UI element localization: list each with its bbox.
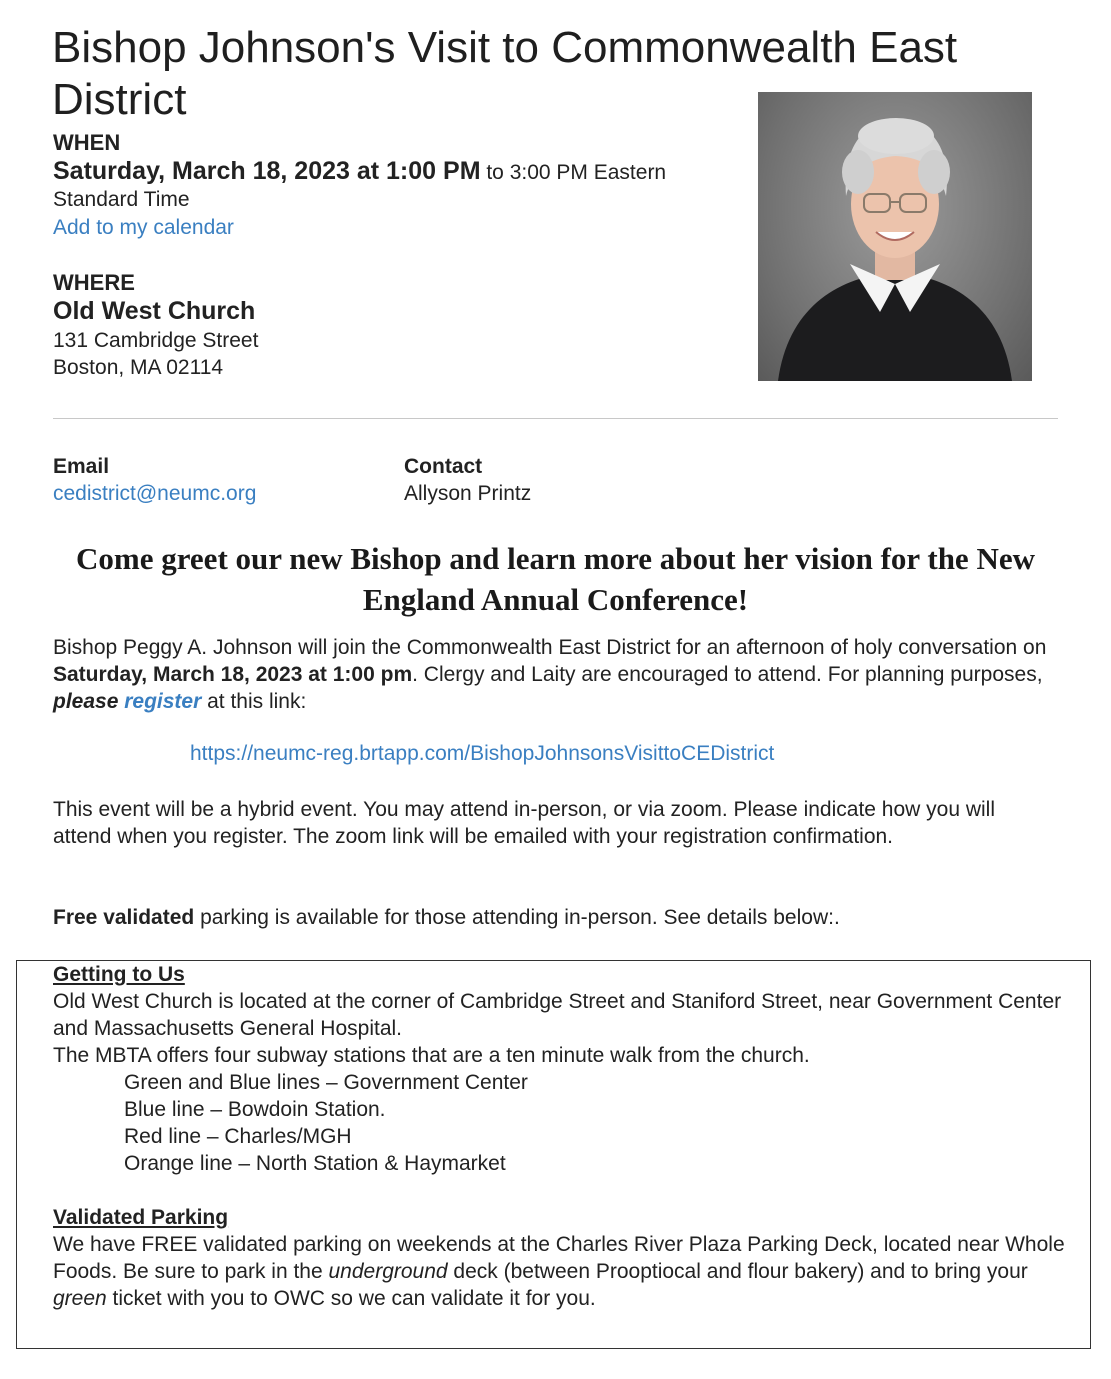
station-item: Blue line – Bowdoin Station. [124,1098,386,1121]
station-item: Red line – Charles/MGH [124,1125,352,1148]
contact-name: Allyson Printz [404,482,532,505]
intro-text-3: at this link: [201,690,307,713]
address-line2: Boston, MA 02114 [53,356,224,379]
mbta-description: The MBTA offers four subway stations that are a ten minute walk from the church. [53,1044,810,1067]
directions-content [53,961,1073,1312]
parking-text-3: ticket with you to OWC so we can validate it for you. [106,1287,596,1310]
address-line1: 131 Cambridge Street [53,329,259,352]
page-title: Bishop Johnson's Visit to Commonwealth East District [52,23,958,124]
portrait-illustration [758,92,1032,381]
where-label: WHERE [53,270,135,295]
contact-label: Contact [404,455,483,478]
intro-date: Saturday, March 18, 2023 at 1:00 pm [53,663,413,686]
event-start: Saturday, March 18, 2023 at 1:00 PM [53,157,481,185]
parking-text-1: We have FREE validated parking on weekends at the Charles River Plaza Parking Deck, located near Whole Foods. Be sure to park in the [53,1233,1065,1283]
when-label: WHEN [53,130,121,155]
intro-please: please [53,690,119,713]
directions-box [16,960,1091,1349]
add-to-calendar-link[interactable]: Add to my calendar [53,216,234,239]
validated-parking-heading: Validated Parking [53,1206,229,1229]
parking-note-bold: Free validated [53,906,195,929]
validated-parking-text [53,1231,1073,1312]
parking-underground: underground [328,1260,448,1283]
registration-url-link[interactable]: https://neumc-reg.brtapp.com/BishopJohnsonsVisittoCEDistrict [190,742,775,765]
headline: Come greet our new Bishop and learn more about her vision for the New England Annual Conference! [76,541,1035,617]
email-link[interactable]: cedistrict@neumc.org [53,482,257,505]
intro-text-1: Bishop Peggy A. Johnson will join the Commonwealth East District for an afternoon of holy conversation on [53,636,1047,659]
location-description: Old West Church is located at the corner of Cambridge Street and Staniford Street, near Government Center and Massachusetts General Hospital. [53,990,1062,1040]
parking-note [53,904,1053,931]
section-divider [53,418,1058,419]
intro-text-2: . Clergy and Laity are encouraged to attend. For planning purposes, [412,663,1043,686]
venue-name: Old West Church [53,297,256,325]
station-item: Orange line – North Station & Haymarket [124,1152,506,1175]
event-end: to 3:00 PM Eastern [480,161,667,184]
station-item: Green and Blue lines – Government Center [124,1071,528,1094]
email-label: Email [53,455,110,478]
parking-green: green [53,1287,107,1310]
event-datetime [53,157,753,186]
register-link[interactable]: register [124,690,202,713]
getting-to-us-heading: Getting to Us [53,963,185,986]
event-timezone: Standard Time [53,188,190,211]
intro-paragraph [53,634,1053,715]
parking-text-2: deck (between Prooptiocal and flour bakery) and to bring your [447,1260,1028,1283]
bishop-portrait-photo [758,92,1032,381]
hybrid-paragraph: This event will be a hybrid event. You may attend in-person, or via zoom. Please indicate how you will attend when you register. The zoom link will be emailed with your registration confirmation. [53,798,996,848]
parking-note-rest: parking is available for those attending in-person. See details below:. [194,906,840,929]
